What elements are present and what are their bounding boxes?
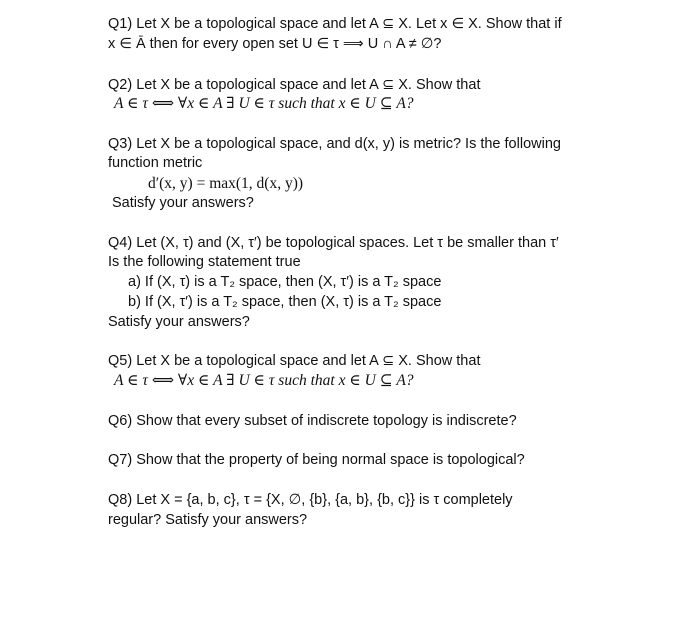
q5-line-1: Q5) Let X be a topological space and let A ⊆ X. Show that [108,353,481,369]
q2-line-2: A ∈ τ ⟺ ∀x ∈ A ∃ U ∈ τ such that x ∈ U ⊆ A? [114,95,414,112]
q4-item-a: a) If (X, τ) is a T₂ space, then (X, τ′) is a T₂ space [128,274,442,290]
q7-line-1: Q7) Show that the property of being normal space is topological? [108,452,525,468]
q6-line-1: Q6) Show that every subset of indiscrete topology is indiscrete? [108,413,517,429]
q3-line-2: function metric [108,155,203,171]
q8-line-1: Q8) Let X = {a, b, c}, τ = {X, ∅, {b}, {a, b}, {b, c}} is τ completely [108,492,513,508]
q5-line-2: A ∈ τ ⟺ ∀x ∈ A ∃ U ∈ τ such that x ∈ U ⊆ A? [114,372,414,389]
q8-line-2: regular? Satisfy your answers? [108,512,308,528]
q3-formula: d′(x, y) = max(1, d(x, y)) [148,175,304,192]
q2-line-1: Q2) Let X be a topological space and let A ⊆ X. Show that [108,77,481,93]
q1-line-2: x ∈ Ā then for every open set U ∈ τ ⟹ U ∩ A ≠ ∅? [108,36,442,52]
q3-line-1: Q3) Let X be a topological space, and d(x, y) is metric? Is the following [108,136,561,152]
q4-item-b: b) If (X, τ′) is a T₂ space, then (X, τ) is a T₂ space [128,294,442,310]
q3-line-4: Satisfy your answers? [112,195,254,211]
q1-line-1: Q1) Let X be a topological space and let A ⊆ X. Let x ∈ X. Show that if [108,16,562,32]
q4-line-1: Q4) Let (X, τ) and (X, τ′) be topological spaces. Let τ be smaller than τ′ [108,235,559,251]
q4-line-2: Is the following statement true [108,254,301,270]
q4-line-5: Satisfy your answers? [108,314,250,330]
